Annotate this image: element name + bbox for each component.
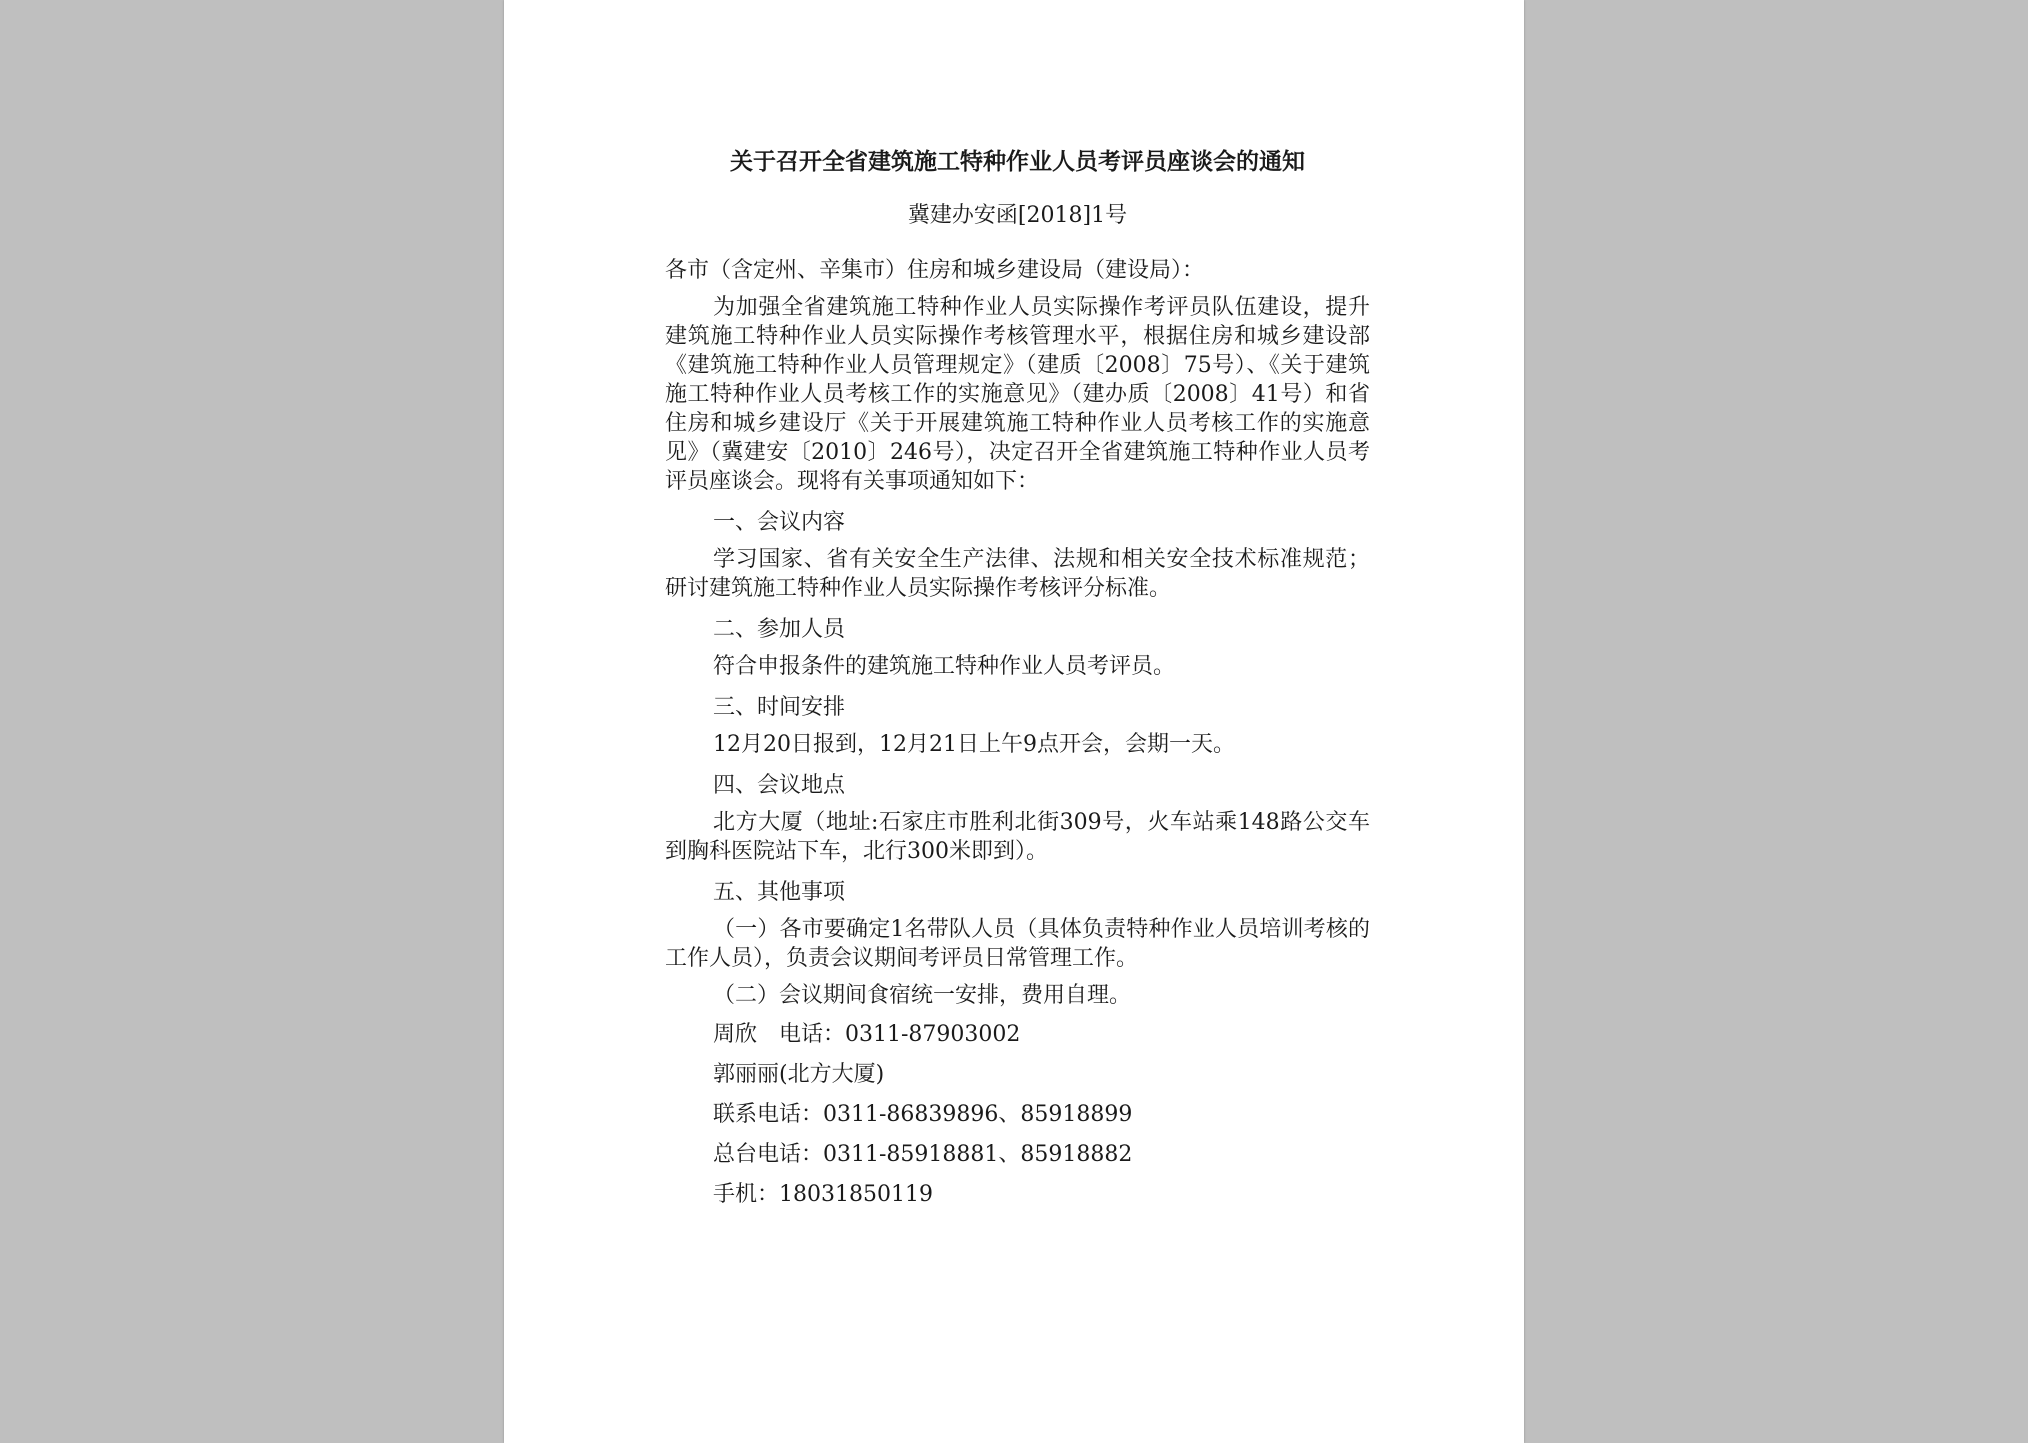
document-title: 关于召开全省建筑施工特种作业人员考评员座谈会的通知 bbox=[730, 148, 1305, 175]
document-body bbox=[665, 146, 1370, 1210]
section-body: 符合申报条件的建筑施工特种作业人员考评员。 bbox=[713, 654, 1176, 679]
section-heading: 二、参加人员 bbox=[713, 617, 846, 642]
contact-line: 总台电话：0311-85918881、85918882 bbox=[713, 1142, 1133, 1167]
contact-line: 联系电话：0311-86839896、85918899 bbox=[713, 1102, 1133, 1127]
section-body: （一）各市要确定1名带队人员（具体负责特种作业人员培训考核的工作人员），负责会议期间考评员日常管理工作。 bbox=[665, 917, 1370, 971]
salutation: 各市（含定州、辛集市）住房和城乡建设局（建设局）： bbox=[665, 258, 1205, 283]
section-body: 北方大厦（地址:石家庄市胜利北街309号，火车站乘148路公交车到胸科医院站下车，北行300米即到）。 bbox=[665, 810, 1370, 864]
section-heading: 一、会议内容 bbox=[713, 510, 846, 535]
section-body: 学习国家、省有关安全生产法律、法规和相关安全技术标准规范；研讨建筑施工特种作业人员实际操作考核评分标准。 bbox=[665, 547, 1370, 601]
contact-line: 手机：18031850119 bbox=[713, 1182, 933, 1207]
document-page bbox=[504, 0, 1524, 1443]
section-heading: 三、时间安排 bbox=[713, 695, 846, 720]
contact-line: 周欣 电话：0311-87903002 bbox=[713, 1022, 1021, 1047]
section-body: 12月20日报到，12月21日上午9点开会，会期一天。 bbox=[713, 732, 1235, 757]
extra-item: （二）会议期间食宿统一安排，费用自理。 bbox=[713, 983, 1132, 1008]
document-number: 冀建办安函[2018]1号 bbox=[907, 203, 1128, 228]
contact-line: 郭丽丽(北方大厦) bbox=[713, 1062, 885, 1087]
section-heading: 四、会议地点 bbox=[713, 773, 846, 798]
intro-paragraph: 为加强全省建筑施工特种作业人员实际操作考评员队伍建设，提升建筑施工特种作业人员实际操作考核管理水平，根据住房和城乡建设部《建筑施工特种作业人员管理规定》（建质〔2008〕75号）、《关于建筑施工特种作业人员考核工作的实施意见》（建办质〔2008〕41号）和省住房和城乡建设厅《关于开展建筑施工特种作业人员考核工作的实施意见》（冀建安〔2010〕246号），决定召开全省建筑施工特种作业人员考评员座谈会。现将有关事项通知如下： bbox=[665, 295, 1370, 494]
section-heading: 五、其他事项 bbox=[713, 880, 846, 905]
